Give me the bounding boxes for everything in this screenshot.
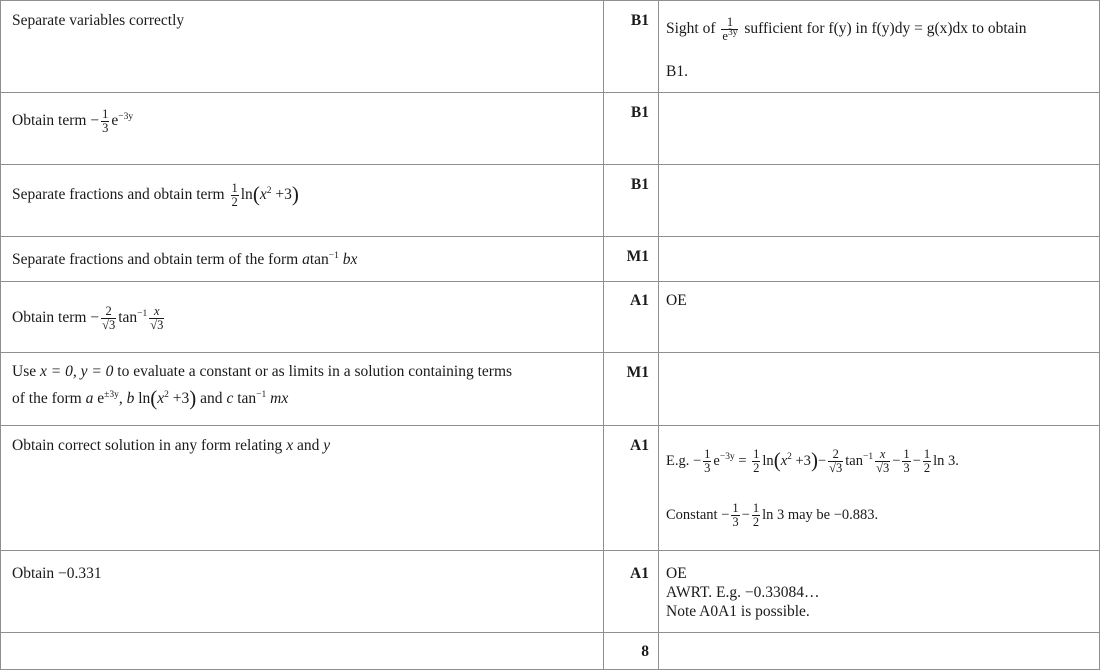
row-1-award: B1.	[666, 63, 688, 80]
row-3-description: Separate fractions and obtain term $\frac{1}{2}$ $\ln(x^2 +3)$	[12, 181, 299, 209]
row-divider	[0, 92, 1100, 93]
row-8-mark: A1	[630, 565, 649, 582]
row-1-mark: B1	[630, 12, 649, 29]
x-over-root-three-fraction: $\frac{x}{√3}$	[150, 304, 164, 332]
row-4-mark: M1	[626, 248, 649, 265]
row-divider	[0, 352, 1100, 353]
row-4-description: Separate fractions and obtain term of the form atan$^{-1}$ bx	[12, 250, 358, 268]
sufficient-text: sufficient for f(y) in f(y)dy = g(x)dx to obtain	[744, 20, 1027, 38]
inverse-exponential-fraction	[721, 16, 738, 43]
row-7-constant-note: Constant − $\frac{1}{3}$ − $\frac{1}{2}$ ln 3 may be −0.883.	[666, 501, 879, 529]
fraction-numerator: 1	[721, 16, 738, 30]
row-5-guidance: OE	[666, 292, 687, 309]
row-1-description: Separate variables correctly	[12, 12, 185, 29]
row-8-description: Obtain −0.331	[12, 565, 102, 582]
row-7-mark: A1	[630, 437, 649, 454]
column-divider-1	[603, 0, 604, 670]
row-1-guidance	[666, 16, 1027, 43]
fraction-denominator: $e^{3y}$	[722, 27, 738, 43]
column-divider-2	[658, 0, 659, 670]
row-divider	[0, 550, 1100, 551]
row-8-guidance-line-2: AWRT. E.g. −0.33084…	[666, 584, 820, 601]
row-8-guidance-line-1: OE	[666, 565, 687, 582]
sight-of-label: Sight of	[666, 20, 716, 38]
row-divider	[0, 0, 1100, 1]
row-divider	[0, 236, 1100, 237]
row-7-description: Obtain correct solution in any form relating x and y	[12, 437, 331, 454]
two-over-root-three-fraction: $\frac{2}{√3}$	[102, 304, 116, 332]
row-divider	[0, 281, 1100, 282]
row-6-description-line-1: Use x = 0, y = 0 to evaluate a constant or as limits in a solution containing terms	[12, 363, 513, 380]
row-6-description-line-2: of the form a $e^{\pm 3y}$, b $\ln(x^2 +3)$ and c $\tan^{-1}$ mx	[12, 386, 289, 410]
row-5-mark: A1	[630, 292, 649, 309]
row-3-mark: B1	[630, 176, 649, 193]
row-divider	[0, 632, 1100, 633]
row-2-mark: B1	[630, 104, 649, 121]
row-5-description: Obtain term − $\frac{2}{√3}$ $\tan^{-1}$ $\frac{x}{√3}$	[12, 304, 164, 332]
row-6-mark: M1	[626, 364, 649, 381]
row-divider	[0, 425, 1100, 426]
table-border-left	[0, 0, 1, 670]
one-third-fraction: $\frac{1}{3}$	[102, 107, 109, 135]
total-marks: 8	[641, 643, 649, 660]
row-2-description: Obtain term − $\frac{1}{3}$ $e^{-3y}$	[12, 107, 134, 135]
row-divider	[0, 164, 1100, 165]
row-7-example-solution: E.g. − $\frac{1}{3}$ $e^{-3y}$ = $\frac{1}{2}$ $\ln(x^2 +3)-$ $\frac{2}{√3}$ $\tan^{-1}$ $\frac{x}{√3}$ − $\frac{1}{3}$ − $\frac{1}{2}$ ln 3.	[666, 447, 959, 475]
one-half-fraction: $\frac{1}{2}$	[231, 181, 238, 209]
row-8-guidance-line-3: Note A0A1 is possible.	[666, 603, 810, 620]
